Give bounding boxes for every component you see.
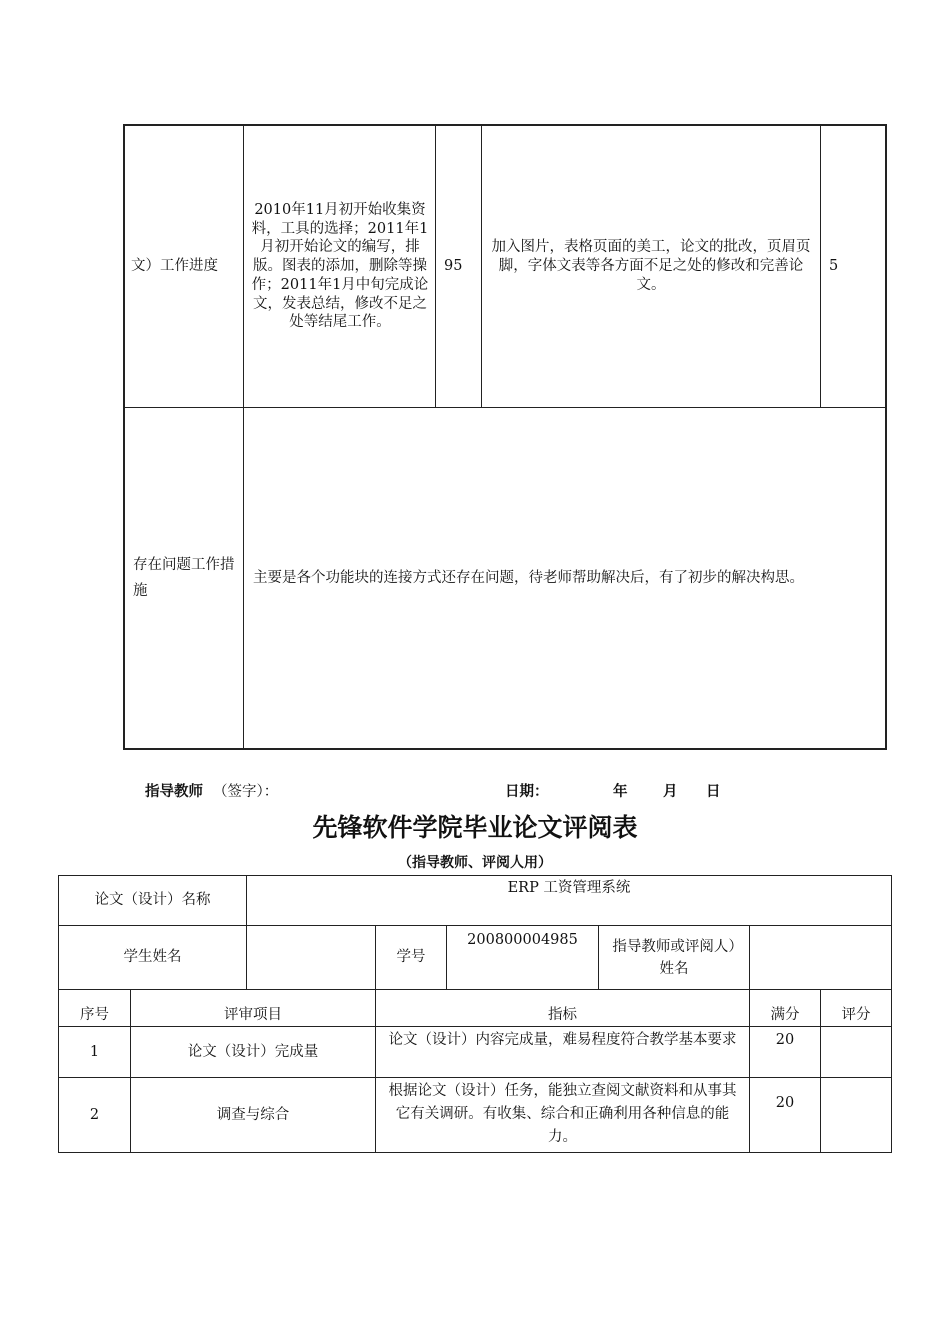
progress-plan-text: 2010年11月初开始收集资料，工具的选择；2011年1月初开始论文的编写，排版。图表的添加，删除等操作；2011年1月中旬完成论文，发表总结，修改不足之处等结尾工作。: [251, 201, 429, 331]
progress-plan: [250, 126, 430, 407]
header-criteria: 指标: [548, 1006, 577, 1023]
day-label: 日: [706, 784, 721, 800]
progress-score-1-text: 95: [444, 258, 463, 274]
issues-content: [253, 408, 879, 748]
year-label: 年: [613, 784, 628, 800]
header-full: 满分: [770, 1006, 800, 1023]
teacher-label: 指导教师: [145, 784, 203, 800]
row-full: 20: [775, 1032, 795, 1048]
header-score: 评分: [841, 1006, 871, 1023]
header-item: 评审项目: [224, 1006, 282, 1023]
progress-label-text: 文）工作进度: [131, 258, 218, 274]
progress-score-1: [444, 126, 478, 407]
issues-label-text: 存在问题工作措施: [133, 557, 235, 599]
student-name-value[interactable]: [247, 926, 375, 989]
month-label: 月: [663, 784, 678, 800]
reviewer-label: 指导教师或评阅人）姓名: [612, 938, 736, 977]
student-name-label: 学生姓名: [123, 949, 182, 965]
thesis-name-value: ERP 工资管理系统: [507, 880, 631, 896]
row-no: 2: [89, 1106, 100, 1123]
teacher-suffix: （签字）：: [213, 784, 279, 800]
row-score[interactable]: [821, 1027, 891, 1077]
progress-label: [131, 126, 241, 407]
header-no: 序号: [80, 1006, 109, 1023]
review-form-title: 先锋软件学院毕业论文评阅表: [312, 813, 638, 842]
thesis-name-label: 论文（设计）名称: [94, 892, 211, 908]
row-score[interactable]: [821, 1078, 891, 1152]
student-id-label: 学号: [396, 949, 426, 965]
issues-content-text: 主要是各个功能块的连接方式还存在问题，待老师帮助解决后，有了初步的解决构思。: [253, 570, 804, 586]
review-form-subtitle: （指导教师、评阅人用）: [398, 855, 552, 871]
reviewer-name-value[interactable]: [750, 926, 891, 989]
row-criteria: 根据论文（设计）任务，能独立查阅文献资料和从事其它有关调研。有收集、综合和正确利用各种信息的能力。: [388, 1083, 737, 1145]
date-label: 日期：: [505, 784, 549, 800]
row-no: 1: [89, 1043, 100, 1060]
row-criteria: 论文（设计）内容完成量，难易程度符合教学基本要求: [388, 1032, 737, 1048]
row-item: 调查与综合: [216, 1106, 290, 1123]
progress-note: [487, 126, 815, 407]
row-full: 20: [775, 1095, 795, 1111]
row-item: 论文（设计）完成量: [187, 1043, 319, 1060]
progress-note-text: 加入图片，表格页面的美工，论文的批改，页眉页脚，字体文表等各方面不足之处的修改和完善论文。: [491, 239, 811, 293]
progress-score-2-text: 5: [829, 258, 839, 274]
issues-label: [133, 408, 239, 748]
student-id-value: 200800004985: [467, 932, 578, 948]
progress-score-2: [829, 126, 879, 407]
